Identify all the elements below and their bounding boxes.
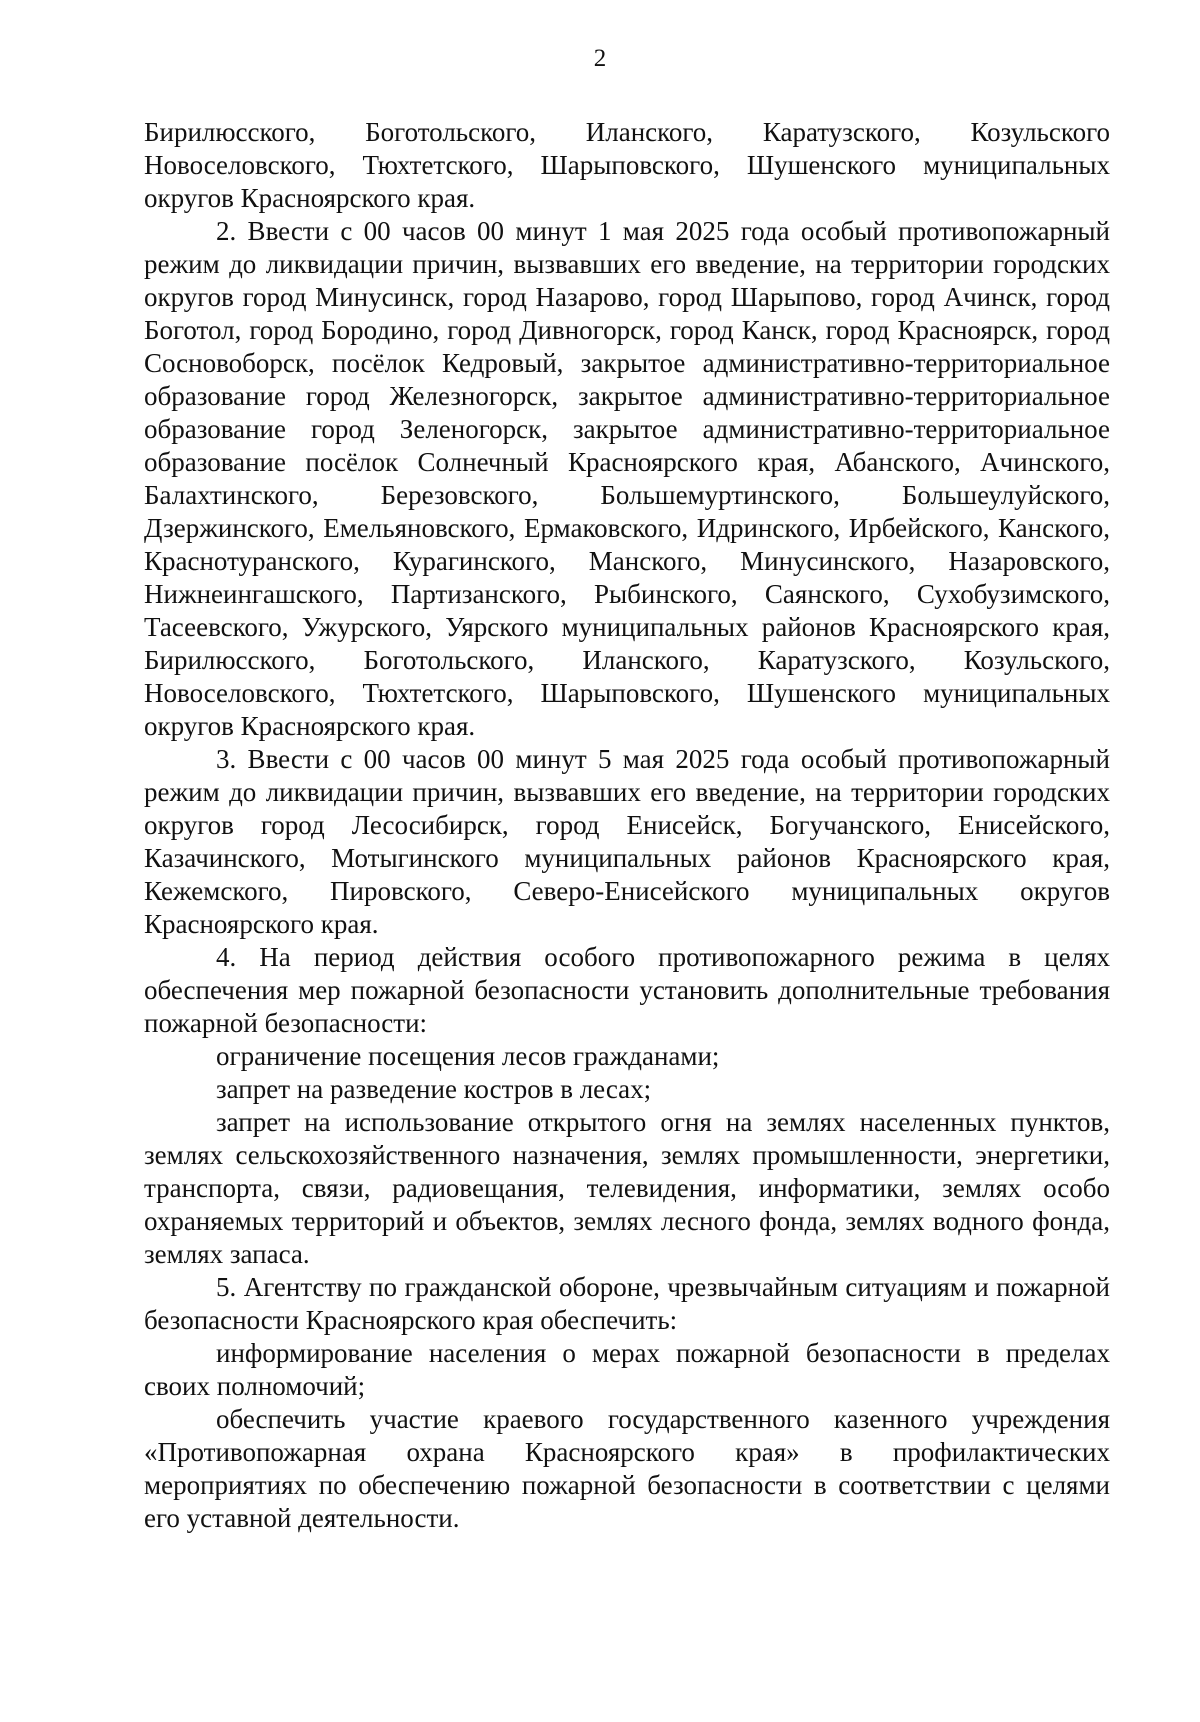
paragraph-item-4-requirement-3: запрет на использование открытого огня на землях населенных пунктов, землях сельскохозяйственного назначения, землях промышленности, энергетики, транспорта, связи, радиовещания, телевидения, информатики, землях особо охраняемых территорий и объектов, землях лесного фонда, землях водного фонда, землях запаса. — [144, 1107, 1110, 1269]
paragraph-item-4-requirement-2: запрет на разведение костров в лесах; — [216, 1074, 652, 1104]
paragraph-item-4: 4. На период действия особого противопожарного режима в целях обеспечения мер пожарной безопасности установить дополнительные требования пожарной безопасности: — [144, 942, 1110, 1038]
paragraph-item-2: 2. Ввести с 00 часов 00 минут 1 мая 2025 года особый противопожарный режим до ликвидации причин, вызвавших его введение, на территории городских округов город Минусинск, город Назарово, город Шарыпово, город Ачинск, город Боготол, город Бородино, город Дивногорск, город Канск, город Красноярск, город Сосновоборск, посёлок Кедровый, закрытое административно-территориальное образование город Железногорск, закрытое административно-территориальное образование город Зеленогорск, закрытое административно-территориальное образование посёлок Солнечный Красноярского края, Абанского, Ачинского, Балахтинского, Березовского, Большемуртинского, Большеулуйского, Дзержинского, Емельяновского, Ермаковского, Идринского, Ирбейского, Канского, Краснотуранского, Курагинского, Манского, Минусинского, Назаровского, Нижнеингашского, Партизанского, Рыбинского, Саянского, Сухобузимского, Тасеевского, Ужурского, Уярского муниципальных районов Красноярского края, Бирилюсского, Боготольского, Иланского, Каратузского, Козульского, Новоселовского, Тюхтетского, Шарыповского, Шушенского муниципальных округов Красноярского края. — [144, 216, 1110, 741]
document-body — [144, 116, 1110, 1535]
page-number: 2 — [593, 45, 607, 72]
paragraph-item-5: 5. Агентству по гражданской обороне, чрезвычайным ситуациям и пожарной безопасности Красноярского края обеспечить: — [144, 1272, 1110, 1335]
paragraph-item-5-task-2: обеспечить участие краевого государственного казенного учреждения «Противопожарная охрана Красноярского края» в профилактических мероприятиях по обеспечению пожарной безопасности в соответствии с целями его уставной деятельности. — [144, 1404, 1110, 1533]
paragraph-item-4-requirement-1: ограничение посещения лесов гражданами; — [216, 1041, 720, 1071]
paragraph-item-3: 3. Ввести с 00 часов 00 минут 5 мая 2025 года особый противопожарный режим до ликвидации причин, вызвавших его введение, на территории городских округов город Лесосибирск, город Енисейск, Богучанского, Енисейского, Казачинского, Мотыгинского муниципальных районов Красноярского края, Кежемского, Пировского, Северо-Енисейского муниципальных округов Красноярского края. — [144, 744, 1110, 939]
paragraph-item-5-task-1: информирование населения о мерах пожарной безопасности в пределах своих полномочий; — [144, 1338, 1110, 1401]
paragraph-continuation: Бирилюсского, Боготольского, Иланского, Каратузского, Козульского Новоселовского, Тюхтетского, Шарыповского, Шушенского муниципальных округов Красноярского края. — [144, 117, 1110, 213]
